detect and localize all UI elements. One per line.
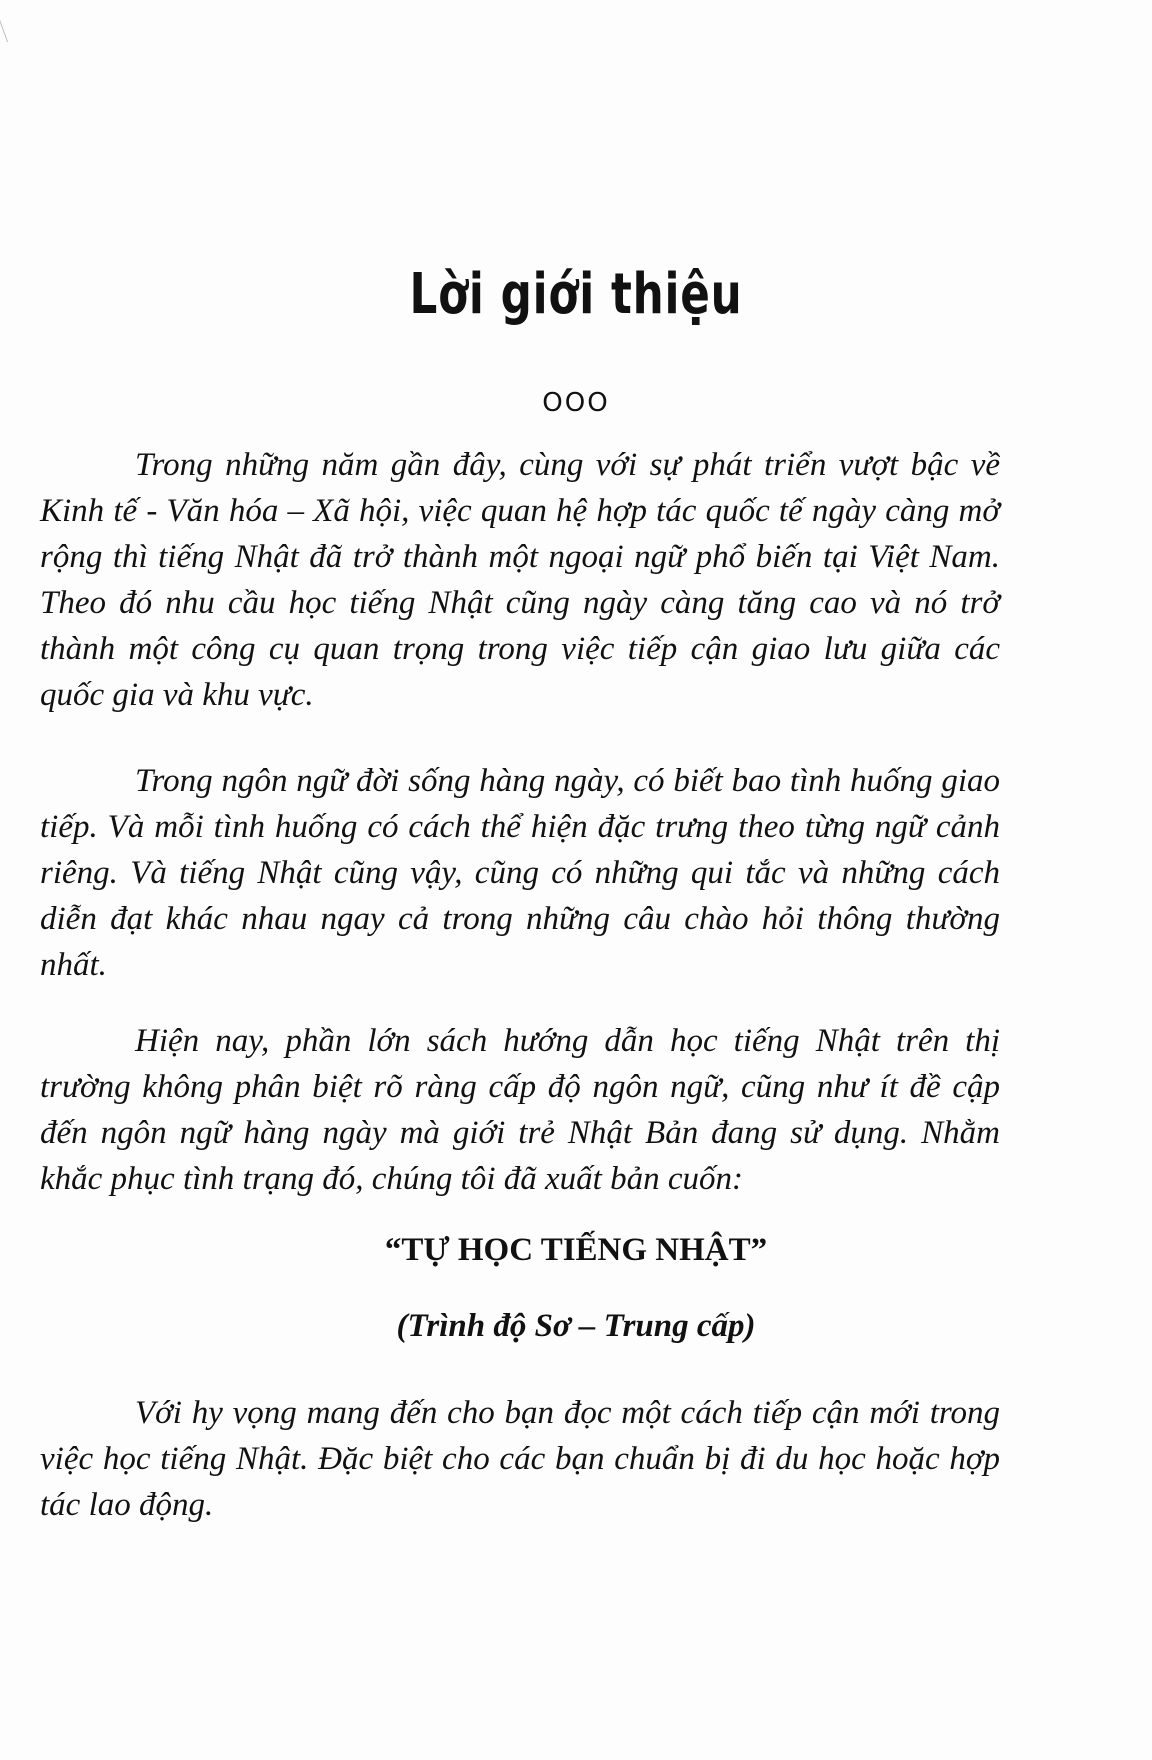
book-level: (Trình độ Sơ – Trung cấp): [396, 1308, 756, 1344]
paragraph-3: Hiện nay, phần lớn sách hướng dẫn học tiếng Nhật trên thị trường không phân biệt rõ ràng cấp độ ngôn ngữ, cũng như ít đề cập đến ngôn ngữ hàng ngày mà giới trẻ Nhật Bản đang sử dụng. Nhằm khắc phục tình trạng đó, chúng tôi đã xuất bản cuốn:: [40, 1023, 1000, 1197]
paragraph-1: Trong những năm gần đây, cùng với sự phát triển vượt bậc về Kinh tế - Văn hóa – Xã hội, việc quan hệ hợp tác quốc tế ngày càng mở rộng thì tiếng Nhật đã trở thành một ngoại ngữ phổ biến tại Việt Nam. Theo đó nhu cầu học tiếng Nhật cũng ngày càng tăng cao và nó trở thành một công cụ quan trọng trong việc tiếp cận giao lưu giữa các quốc gia và khu vực.: [40, 447, 1000, 713]
paragraph-2: Trong ngôn ngữ đời sống hàng ngày, có biết bao tình huống giao tiếp. Và mỗi tình huống có cách thể hiện đặc trưng theo từng ngữ cảnh riêng. Và tiếng Nhật cũng vậy, cũng có những qui tắc và những cách diễn đạt khác nhau ngay cả trong những câu chào hỏi thông thường nhất.: [40, 763, 1000, 983]
scan-corner-mark: [0, 14, 22, 42]
paragraph-4: Với hy vọng mang đến cho bạn đọc một cách tiếp cận mới trong việc học tiếng Nhật. Đặc biệt cho các bạn chuẩn bị đi du học hoặc hợp tác lao động.: [40, 1395, 1000, 1523]
book-title: “TỰ HỌC TIẾNG NHẬT”: [384, 1232, 768, 1268]
title-ornament: OOO: [542, 388, 610, 418]
page-title: Lời giới thiệu: [409, 262, 743, 327]
